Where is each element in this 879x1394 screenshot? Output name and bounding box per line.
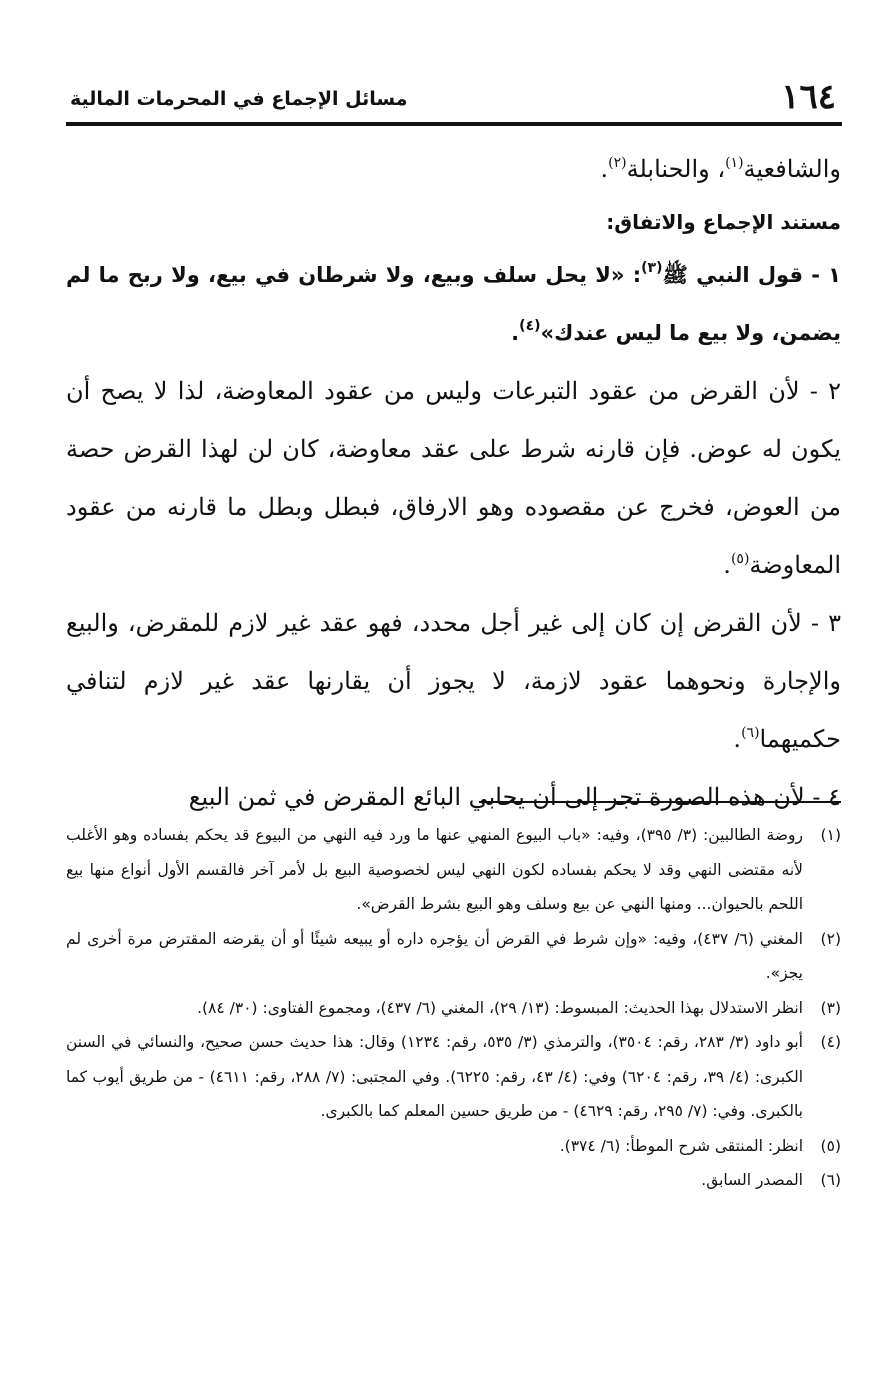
text-span: . [511,321,520,345]
text-span: ٢ - لأن القرض من عقود التبرعات وليس من عقود المعاوضة، لذا لا يصح أن يكون له عوض. فإن قارنه شرط على عقد معاوضة، كان لن لهذا القرض حصة من العوض، فخرج عن مقصوده وهو الارفاق، فبطل وبطل ما قارنه من عقود المعاوضة [66,377,841,579]
footnote-text: روضة الطالبين: (٣/ ٣٩٥)، وفيه: «باب البيوع المنهي عنها ما ورد فيه النهي من البيوع قد يحكم بفساده وهو الأغلب لأنه مقتضى النهي وقد لا يحكم بفساده لكون النهي ليس لخصوصية البيع بل لأمر آخر فالقسم الأول أنواع منها بيع اللحم بالحيوان... ومنها النهي عن بيع وسلف وهو البيع بشرط القرض». [66,826,803,913]
paragraph-2 [66,362,841,594]
text-span: ١ - قول النبي ﷺ [662,263,841,287]
footnote [66,1129,841,1164]
footnote-text: المغني (٦/ ٤٣٧)، وفيه: «وإن شرط في القرض أن يؤجره داره أو يبيعه شيئًا أو أن يقرضه المقترض مرة أخرى لم يجز». [66,929,803,982]
footnote-ref: (٣) [641,260,663,276]
footnote-ref: (٢) [608,155,627,171]
paragraph-3 [66,594,841,768]
running-title: مسائل الإجماع في المحرمات المالية [70,88,408,110]
section-heading: مستند الإجماع والاتفاق: [606,210,841,234]
paragraph-continuation [66,140,841,198]
footnote [66,991,841,1026]
footnote-ref: (٥) [730,551,750,567]
text-span: والشافعية [743,155,841,183]
footnote-text: انظر الاستدلال بهذا الحديث: المبسوط: (١٣/ ٢٩)، المغني (٦/ ٤٣٧)، ومجموع الفتاوى: (٣٠/ ٨٤). [197,998,803,1017]
text-span: . [600,155,609,183]
paragraph-4: ٤ - لأن هذه الصورة تجر إلى أن يحابي البائع المقرض في ثمن البيع [188,783,841,811]
text-span: . [723,551,731,579]
footnote-number: (٢) [820,929,841,948]
footnote-ref: (٦) [741,725,760,741]
page-number: ١٦٤ [781,77,836,117]
footnote-number: (١) [820,826,841,844]
paragraph-1 [66,246,841,362]
footnote [66,1163,841,1198]
footnote-number: (٣) [820,998,841,1017]
text-span: ٣ - لأن القرض إن كان إلى غير أجل محدد، فهو عقد غير لازم للمقرض، والبيع والإجارة ونحوهما عقود لازمة، لا يجوز أن يقارنها عقد غير لازم لتنافي حكميهما [66,609,841,753]
main-text [66,140,841,826]
hadith-quote: : «لا يحل سلف وبيع، ولا شرطان في بيع، ولا ربح ما لم يضمن، ولا بيع ما ليس عندك» [66,263,841,345]
text-span: ، والحنابلة [626,155,726,183]
footnote-number: (٥) [820,1136,841,1155]
footnote-ref: (١) [725,155,744,171]
footnote-text: انظر: المنتقى شرح الموطأ: (٦/ ٣٧٤). [559,1136,803,1155]
footnote-ref: (٤) [519,318,541,334]
footnote-number: (٦) [820,1171,841,1189]
footnote-number: (٤) [820,1033,841,1051]
page-header [66,70,842,126]
footnote-text: أبو داود (٣/ ٢٨٣، رقم: ٣٥٠٤)، والترمذي (٣/ ٥٣٥، رقم: ١٢٣٤) وقال: هذا حديث حسن صحيح، والنسائي في السنن الكبرى: (٤/ ٣٩، رقم: ٦٢٠٤) وفي: (٤/ ٤٣، رقم: ٦٢٢٥). وفي المجتبى: (٧/ ٢٨٨، رقم: ٤٦١١) - من طريق أيوب كما بالكبرى. وفي: (٧/ ٢٩٥، رقم: ٤٦٢٩) - من طريق حسين المعلم كما بالكبرى. [66,1033,803,1120]
footnote [66,922,841,991]
footnotes [66,818,841,1198]
footnote [66,818,841,922]
footnote-text: المصدر السابق. [701,1171,803,1189]
footnote [66,1025,841,1129]
text-span: . [733,725,742,753]
footnote-separator [479,801,841,803]
